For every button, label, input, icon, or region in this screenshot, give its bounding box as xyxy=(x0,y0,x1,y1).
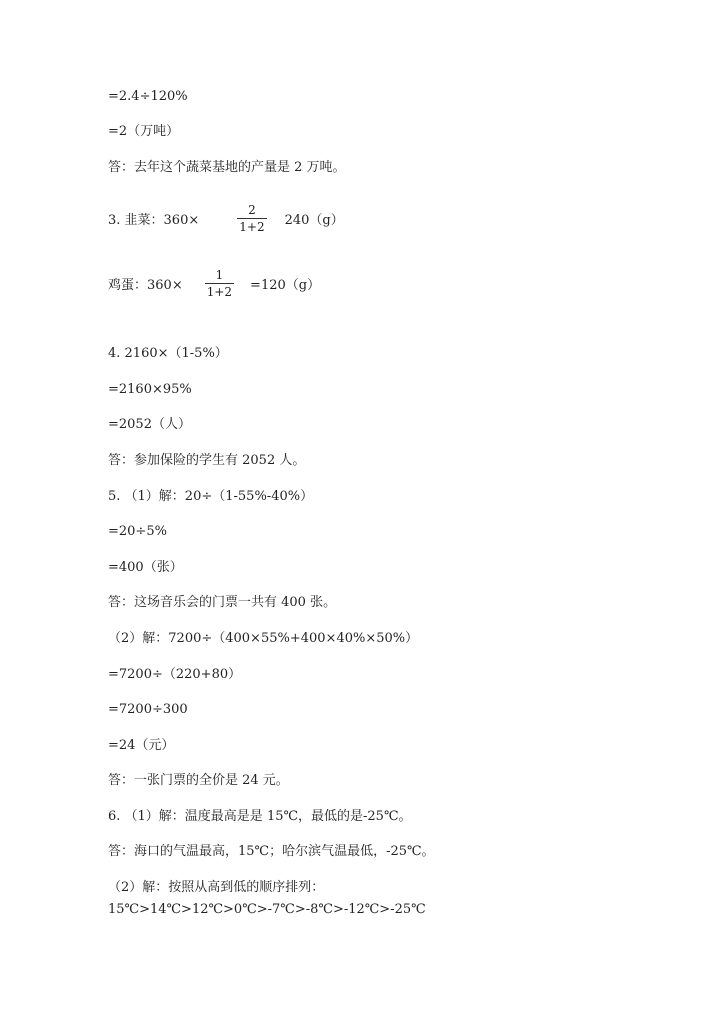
fraction-bar xyxy=(205,283,234,284)
calc-line: =2160×95% xyxy=(108,382,192,397)
leek-label: 3. 韭菜：360× xyxy=(108,212,200,228)
answer-line: 答：去年这个蔬菜基地的产量是 2 万吨。 xyxy=(108,160,346,175)
calc-line: =2052（人） xyxy=(108,417,191,432)
calc-line: =2（万吨） xyxy=(108,124,180,139)
answer-line: 答：参加保险的学生有 2052 人。 xyxy=(108,453,306,468)
egg-result: =120（g） xyxy=(250,277,321,293)
leek-calculation xyxy=(108,198,344,238)
leek-fraction xyxy=(237,203,266,234)
calc-line: 5. （1）解：20÷（1-55%-40%） xyxy=(108,489,314,504)
calc-line: =7200÷300 xyxy=(108,702,188,717)
calc-line: （2）解：7200÷（400×55%+400×40%×50%） xyxy=(108,631,419,646)
calc-line: 4. 2160×（1-5%） xyxy=(108,346,228,361)
egg-fraction xyxy=(205,268,234,299)
fraction-numerator: 2 xyxy=(248,202,256,217)
answer-line: 答：一张门票的全价是 24 元。 xyxy=(108,773,289,788)
calc-line: =2.4÷120% xyxy=(108,89,188,104)
calc-line: =7200÷（220+80） xyxy=(108,667,242,682)
egg-label: 鸡蛋：360× xyxy=(108,277,183,293)
fraction-denominator: 1+2 xyxy=(239,219,265,234)
calc-line: =400（张） xyxy=(108,560,183,575)
answer-line: 答：海口的气温最高，15℃；哈尔滨气温最低，-25℃。 xyxy=(108,844,435,859)
calc-line: 6. （1）解：温度最高是是 15℃，最低的是-25℃。 xyxy=(108,809,412,824)
calc-line: =24（元） xyxy=(108,738,175,753)
fraction-numerator: 1 xyxy=(215,267,224,282)
calc-line: （2）解：按照从高到低的顺序排列：15℃>14℃>12℃>0℃>-7℃>-8℃>-12℃>-25℃ xyxy=(108,880,426,917)
calc-line: =20÷5% xyxy=(108,524,167,539)
fraction-denominator: 1+2 xyxy=(206,284,233,299)
leek-result: 240（g） xyxy=(284,212,344,228)
egg-calculation xyxy=(108,263,320,303)
fraction-bar xyxy=(237,218,266,219)
answer-line: 答：这场音乐会的门票一共有 400 张。 xyxy=(108,595,337,610)
